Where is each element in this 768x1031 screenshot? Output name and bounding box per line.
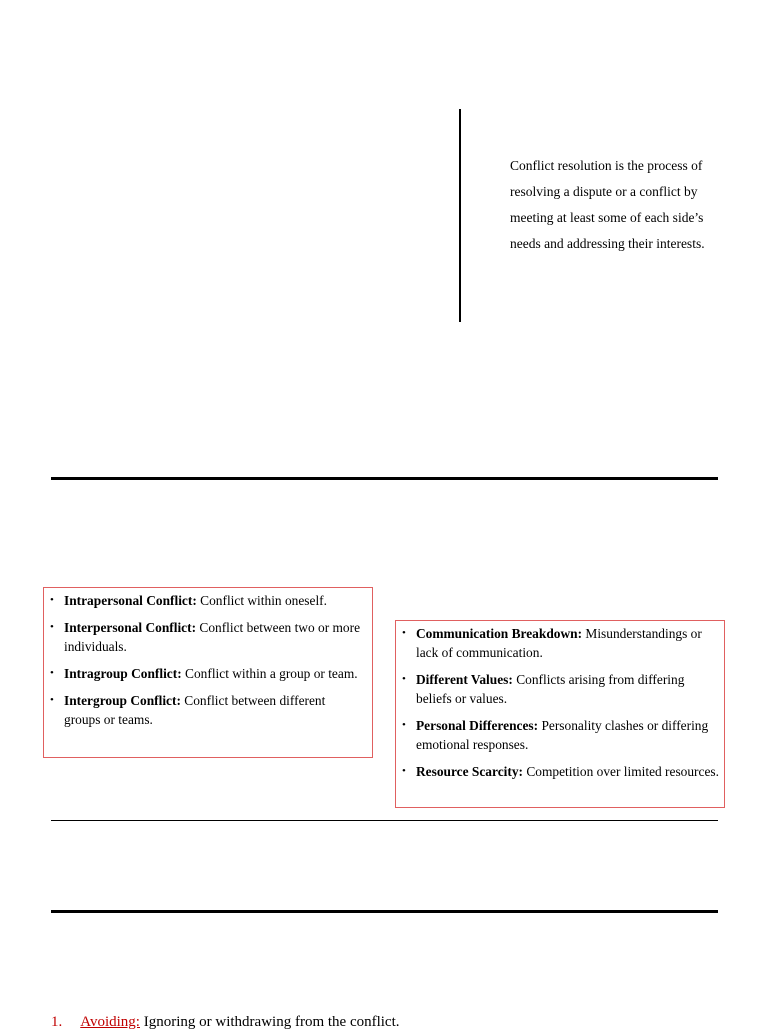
item-term: Different Values: [416,672,513,687]
bullet-icon: • [402,627,406,639]
item-term: Intragroup Conflict: [64,666,182,681]
item-desc: Personality clashes or differing emotional responses. [416,718,709,752]
item-term: Interpersonal Conflict: [64,620,197,635]
item-term: Intergroup Conflict: [64,693,181,708]
list-item [44,691,364,729]
list-item [44,618,364,656]
bullet-icon: • [402,719,406,731]
item-term: Personal Differences: [416,718,539,733]
list-item [396,762,720,781]
bullet-icon: • [50,694,54,706]
item-desc: Conflict within a group or team. [185,666,358,681]
item-desc: Conflict within oneself. [200,593,327,608]
section-divider-2 [51,820,718,821]
item-term: Communication Breakdown: [416,626,583,641]
bullet-icon: • [50,621,54,633]
item-desc: Competition over limited resources. [526,764,719,779]
list-item [396,716,720,754]
list-item [44,591,364,610]
causes-of-conflict-box [395,620,725,808]
item-term: Intrapersonal Conflict: [64,593,197,608]
item-desc: Misunderstandings or lack of communication. [416,626,702,660]
list-item [44,664,364,683]
item-desc: Conflict between different groups or teams. [64,693,326,727]
item-term: Resource Scarcity: [416,764,523,779]
strategy-item-avoiding [51,1013,400,1031]
strategy-number: 1. [51,1014,63,1030]
bullet-icon: • [402,765,406,777]
item-desc: Conflict between two or more individuals. [64,620,361,654]
types-of-conflict-box [43,587,373,758]
item-desc: Conflicts arising from differing beliefs or values. [416,672,685,706]
strategy-term: Avoiding: [80,1014,140,1030]
bullet-icon: • [50,594,54,606]
section-divider-1 [51,477,718,480]
list-item [396,670,720,708]
vertical-divider [459,109,461,322]
bullet-icon: • [50,667,54,679]
strategy-desc: Ignoring or withdrawing from the conflict. [143,1014,400,1030]
list-item [396,624,720,662]
section-divider-3 [51,910,718,913]
bullet-icon: • [402,673,406,685]
definition-text: Conflict resolution is the process of resolving a dispute or a conflict by meeting at least some of each side’s needs and addressing their interests. [510,158,705,251]
